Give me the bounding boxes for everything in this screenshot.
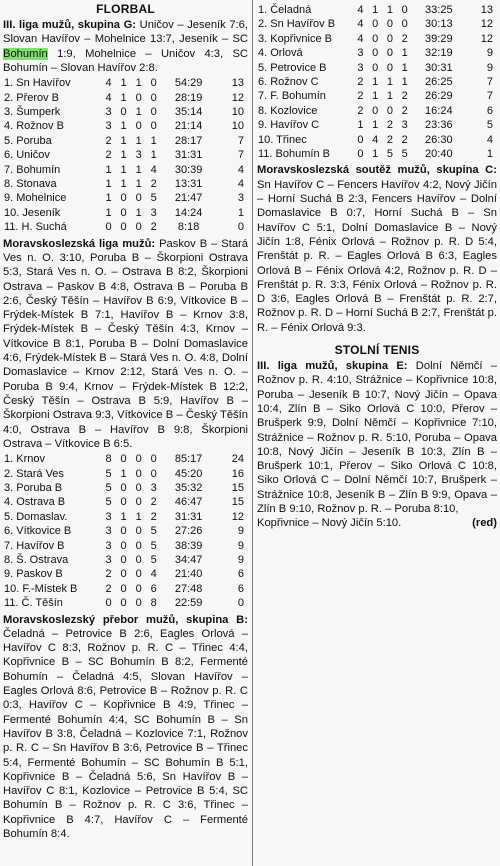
ot-wins: 0 [120, 568, 127, 581]
ot-wins: 1 [120, 149, 127, 162]
wins: 5 [105, 481, 112, 494]
table-row [3, 510, 248, 524]
wins: 3 [105, 525, 112, 538]
score: 38:39 [174, 539, 203, 552]
table-row [257, 75, 497, 89]
table-row [257, 46, 497, 60]
team-name: 11. Č. Těšín [4, 597, 63, 610]
table-row [3, 134, 248, 148]
wins: 2 [357, 90, 364, 103]
losses: 4 [150, 568, 157, 581]
ot-losses: 0 [386, 61, 393, 74]
losses: 5 [150, 525, 157, 538]
losses: 1 [401, 47, 408, 60]
ot-losses: 0 [386, 47, 393, 60]
score: 35:32 [174, 481, 203, 494]
losses: 2 [150, 221, 157, 234]
wins: 3 [105, 120, 112, 133]
team-name: 5. Poruba [4, 134, 52, 147]
losses: 1 [150, 134, 157, 147]
score: 30:31 [425, 61, 453, 74]
points: 12 [480, 32, 493, 45]
ot-losses: 0 [135, 453, 142, 466]
ot-losses: 1 [135, 206, 142, 219]
team-name: 11. Bohumín B [258, 148, 330, 161]
points: 24 [231, 453, 244, 466]
team-name: 6. Uničov [4, 149, 50, 162]
ot-wins: 1 [372, 90, 379, 103]
wins: 1 [105, 192, 112, 205]
team-name: 5. Domaslav. [4, 510, 68, 523]
liga3-results [3, 18, 248, 75]
wins: 2 [105, 149, 112, 162]
ot-losses: 0 [386, 104, 393, 117]
points: 16 [231, 467, 244, 480]
table-row [257, 89, 497, 103]
table-row [3, 148, 248, 162]
wins: 1 [357, 119, 364, 132]
points: 7 [237, 149, 244, 162]
score: 13:31 [174, 178, 203, 191]
wins: 4 [357, 18, 364, 31]
table-row [3, 481, 248, 495]
team-name: 8. Š. Ostrava [4, 553, 69, 566]
score: 32:19 [425, 47, 453, 60]
losses: 0 [401, 18, 408, 31]
points: 15 [231, 496, 244, 509]
wins: 3 [105, 106, 112, 118]
team-name: 3. Poruba B [4, 481, 63, 494]
score: 28:19 [174, 91, 203, 104]
points: 6 [237, 582, 244, 595]
losses: 2 [401, 32, 408, 45]
ot-losses: 1 [135, 134, 142, 147]
table-row [3, 191, 248, 205]
ot-wins: 0 [120, 525, 127, 538]
points: 6 [486, 104, 493, 117]
points: 0 [237, 597, 244, 610]
points: 10 [231, 106, 244, 118]
right-column [257, 2, 497, 531]
score: 23:36 [425, 119, 453, 132]
wins: 0 [105, 597, 112, 610]
table-row [3, 119, 248, 133]
msp-standings-table [257, 3, 497, 161]
msp-heading: Moravskoslezský přebor mužů, skupina B: [3, 613, 248, 626]
florbal-title: FLORBAL [96, 2, 155, 16]
points: 10 [231, 120, 244, 133]
score: 21:14 [174, 120, 203, 133]
mss-heading: Moravskoslezská soutěž mužů, skupina C: [257, 164, 497, 177]
losses: 0 [150, 106, 157, 118]
points: 13 [480, 4, 493, 16]
table-row [257, 61, 497, 75]
ot-wins: 0 [120, 192, 127, 205]
wins: 3 [357, 61, 364, 74]
ot-wins: 1 [120, 178, 127, 191]
wins: 4 [357, 4, 364, 16]
ot-losses: 1 [135, 77, 142, 90]
score: 22:59 [174, 597, 203, 610]
stolni-tenis-title: STOLNÍ TENIS [334, 343, 420, 358]
team-name: 3. Šumperk [4, 106, 61, 118]
team-name: 2. Stará Ves [4, 467, 64, 480]
table-row [3, 495, 248, 509]
ot-wins: 1 [120, 163, 127, 176]
ot-wins: 0 [372, 18, 379, 31]
ot-losses: 3 [135, 149, 142, 162]
tenis-heading: III. liga mužů, skupina E: [257, 360, 408, 373]
team-name: 10. Jeseník [4, 206, 61, 219]
tenis-results [257, 359, 497, 516]
losses: 3 [401, 119, 408, 132]
wins: 3 [357, 47, 364, 60]
ot-wins: 1 [120, 134, 127, 147]
ot-wins: 1 [372, 119, 379, 132]
ot-wins: 1 [120, 91, 127, 104]
team-name: 6. Rožnov C [258, 76, 319, 89]
table-row [3, 105, 248, 119]
wins: 0 [357, 148, 364, 161]
table-row [3, 467, 248, 481]
points: 12 [480, 18, 493, 31]
ot-wins: 0 [120, 582, 127, 595]
ot-losses: 0 [135, 539, 142, 552]
ot-wins: 1 [372, 76, 379, 89]
score: 39:29 [425, 32, 453, 45]
losses: 2 [401, 133, 408, 146]
msl-results [3, 237, 248, 451]
table-row [3, 524, 248, 538]
losses: 0 [150, 77, 157, 90]
team-name: 8. Stonava [4, 178, 57, 191]
points: 0 [237, 221, 244, 234]
ot-wins: 0 [372, 61, 379, 74]
liga3-standings-table [3, 76, 248, 234]
ot-losses: 0 [135, 481, 142, 494]
points: 1 [486, 148, 493, 161]
table-row [257, 32, 497, 46]
ot-losses: 0 [135, 525, 142, 538]
ot-losses: 1 [386, 90, 393, 103]
losses: 3 [150, 206, 157, 219]
team-name: 10. Třinec [258, 133, 307, 146]
points: 4 [486, 133, 493, 146]
score: 30:39 [174, 163, 203, 176]
table-row [257, 104, 497, 118]
score: 21:47 [174, 192, 203, 205]
ot-wins: 0 [120, 597, 127, 610]
points: 7 [486, 90, 493, 103]
wins: 3 [105, 553, 112, 566]
ot-wins: 0 [120, 106, 127, 118]
wins: 2 [357, 76, 364, 89]
points: 3 [237, 192, 244, 205]
losses: 8 [150, 597, 157, 610]
table-row [257, 147, 497, 161]
points: 4 [237, 163, 244, 176]
wins: 2 [105, 582, 112, 595]
mss-text: Sn Havířov C – Fencers Havířov 4:2, Nový Jičín – Horní Suchá B 2:3, Fencers Havířov – Dolní Domaslavice B 0:7, Horní Suchá B – Sn Havířov C 5:1, Dolní Domaslavice B – Nový Jičín 1:8, Fénix Orlová – Rožnov p. R. D 5:4, Frenštát p. R. – Eagles Orlová B 6:3, Eagles Orlová B – Fénix Orlová 4:2, Rožnov p. R. D – Frenštát p. R. 3:3, Fénix Orlová – Rožnov p. R. D 3:6, Eagles Orlová B – Frenštát p. R. 2:7, Rožnov p. R. D – Horní Suchá B 2:7, Frenštát p. R. – Fénix Orlová 9:3. [257, 178, 497, 334]
score: 45:20 [174, 467, 203, 480]
ot-wins: 0 [120, 221, 127, 234]
losses: 0 [150, 91, 157, 104]
ot-losses: 0 [386, 18, 393, 31]
ot-losses: 0 [135, 221, 142, 234]
table-row [3, 553, 248, 567]
ot-losses: 1 [135, 510, 142, 523]
wins: 3 [105, 539, 112, 552]
team-name: 7. Bohumín [4, 163, 61, 176]
losses: 5 [150, 553, 157, 566]
msp-results [3, 613, 248, 842]
ot-losses: 0 [135, 192, 142, 205]
ot-losses: 0 [135, 582, 142, 595]
ot-wins: 0 [372, 32, 379, 45]
losses: 5 [150, 539, 157, 552]
score: 30:13 [425, 18, 453, 31]
ot-wins: 0 [120, 496, 127, 509]
ot-losses: 5 [386, 148, 393, 161]
score: 14:24 [174, 206, 203, 219]
table-row [3, 163, 248, 177]
wins: 4 [105, 77, 112, 90]
column-divider [252, 0, 253, 866]
team-name: 10. F.-Místek B [4, 582, 78, 595]
ot-losses: 1 [135, 106, 142, 118]
team-name: 8. Kozlovice [258, 104, 318, 117]
ot-wins: 0 [372, 104, 379, 117]
team-name: 1. Krnov [4, 453, 45, 466]
table-row [257, 3, 497, 17]
table-row [257, 133, 497, 147]
losses: 0 [150, 467, 157, 480]
score: 35:14 [174, 106, 203, 118]
losses: 3 [150, 481, 157, 494]
losses: 2 [150, 178, 157, 191]
score: 85:17 [174, 453, 203, 466]
wins: 5 [105, 467, 112, 480]
table-row [257, 17, 497, 31]
team-name: 9. Paskov B [4, 568, 63, 581]
points: 13 [231, 77, 244, 90]
liga3-text-2: 1:9, Mohelnice – Uničov 4:3, SC Bohumín – Slovan Havířov 2:8. [3, 47, 248, 74]
msl-standings-table [3, 452, 248, 610]
score: 27:48 [174, 582, 203, 595]
ot-wins: 0 [120, 553, 127, 566]
losses: 0 [401, 4, 408, 16]
wins: 2 [105, 134, 112, 147]
losses: 1 [401, 76, 408, 89]
team-name: 2. Přerov B [4, 91, 60, 104]
points: 9 [237, 539, 244, 552]
points: 9 [237, 553, 244, 566]
ot-wins: 1 [120, 467, 127, 480]
ot-losses: 0 [386, 32, 393, 45]
score: 8:18 [177, 221, 200, 234]
team-name: 6. Vítkovice B [4, 525, 72, 538]
msp-text: Čeladná – Petrovice B 2:6, Eagles Orlová – Havířov C 8:3, Rožnov p. R. C – Třinec 4:4, Kopřivnice B – SC Bohumín B 8:2, Fermenté Bohumín – Čeladná 4:5, Slovan Havířov – Eagles Orlová 8:6, Petrovice B – Rožnov p. R. C 0:3, Havířov C – Kopřivnice B 4:9, Třinec – Fermenté Bohumín 4:4, SC Bohumín B – Sn Havířov B 3:8, Čeladná – Kozlovice 7:1, Rožnov p. R. C – Sn Havířov B 3:6, Petrovice B – Třinec 5:4, Fermenté Bohumín – SC Bohumín B 5:1, Kopřivnice B – Čeladná 5:6, Sn Havířov B – Havířov C 8:1, Kozlovice – Petrovice B 5:4, SC Bohumín B – Rožnov p. R. C 3:6, Třinec – Kopřivnice B 4:7, Havířov C – Fermenté Bohumín 8:4. [3, 627, 248, 841]
ot-losses: 0 [135, 91, 142, 104]
ot-losses: 2 [386, 119, 393, 132]
score: 26:30 [425, 133, 453, 146]
mss-results [257, 163, 497, 335]
score: 20:40 [425, 148, 453, 161]
ot-wins: 1 [372, 148, 379, 161]
team-name: 1. Čeladná [258, 4, 312, 16]
table-row [3, 220, 248, 234]
score: 21:40 [174, 568, 203, 581]
losses: 2 [150, 496, 157, 509]
table-row [3, 596, 248, 610]
team-name: 4. Rožnov B [4, 120, 64, 133]
points: 7 [486, 76, 493, 89]
ot-losses: 1 [386, 76, 393, 89]
losses: 6 [150, 582, 157, 595]
editor-credit: (red) [472, 517, 497, 530]
ot-wins: 0 [372, 47, 379, 60]
ot-losses: 2 [386, 133, 393, 146]
losses: 1 [150, 149, 157, 162]
points: 6 [237, 568, 244, 581]
ot-wins: 1 [120, 510, 127, 523]
losses: 2 [150, 510, 157, 523]
losses: 5 [150, 192, 157, 205]
left-column [3, 2, 248, 841]
score: 16:24 [425, 104, 453, 117]
ot-losses: 0 [135, 496, 142, 509]
score: 26:29 [425, 90, 453, 103]
team-name: 7. Havířov B [4, 539, 65, 552]
wins: 1 [105, 178, 112, 191]
table-row [3, 567, 248, 581]
points: 7 [237, 134, 244, 147]
msl-heading: Moravskoslezská liga mužů: [3, 237, 156, 250]
score: 31:31 [174, 149, 203, 162]
table-row [3, 582, 248, 596]
team-name: 5. Petrovice B [258, 61, 327, 74]
ot-losses: 0 [135, 553, 142, 566]
ot-wins: 0 [120, 206, 127, 219]
points: 4 [237, 178, 244, 191]
table-row [3, 76, 248, 90]
ot-wins: 0 [120, 481, 127, 494]
table-row [257, 118, 497, 132]
liga3-heading: III. liga mužů, skupina G: [3, 19, 137, 31]
ot-losses: 0 [135, 568, 142, 581]
points: 15 [231, 481, 244, 494]
points: 9 [486, 47, 493, 60]
msl-text: Paskov B – Stará Ves n. O. 3:10, Poruba B – Škorpioni Ostrava 5:3, Stará Ves n. O. – Ostrava B 8:2, Škorpioni Ostrava – Paskov B 4:8, Ostrava B – Poruba B 2:6, Český Těšín – Havířov B 6:9, Vítkovice B – Frýdek-Místek B 7:1, Havířov B – Krnov 3:8, Frýdek-Místek B – Český Těšín 4:3, Krnov – Vítkovice B 8:1, Poruba B – Dolní Domaslavice 4:6, Frýdek-Místek B – Stará Ves n. O. 4:8, Dolní Domaslavice – Krnov 2:12, Stará Ves n. O. – Poruba B 9:4, Krnov – Frýdek-Místek B 12:2, Český Těšín – Ostrava B 5:9, Havířov B – Škorpioni Ostrava 9:3, Vítkovice B – Český Těšín 4:0, Ostrava B – Havířov B 9:8, Škorpioni Ostrava – Vítkovice B 6:5. [3, 237, 248, 450]
score: 26:25 [425, 76, 453, 89]
team-name: 11. H. Suchá [4, 221, 67, 234]
ot-wins: 1 [120, 120, 127, 133]
team-name: 7. F. Bohumín [258, 90, 326, 103]
team-name: 1. Sn Havířov [4, 77, 71, 90]
wins: 4 [357, 32, 364, 45]
table-row [3, 206, 248, 220]
score: 33:25 [425, 4, 453, 16]
score: 34:47 [174, 553, 203, 566]
losses: 2 [401, 104, 408, 117]
ot-wins: 4 [372, 133, 379, 146]
team-name: 9. Mohelnice [4, 192, 67, 205]
highlighted-word: Bohumín [3, 47, 48, 60]
ot-losses: 1 [135, 163, 142, 176]
ot-wins: 0 [120, 453, 127, 466]
points: 12 [231, 510, 244, 523]
score: 27:26 [174, 525, 203, 538]
team-name: 2. Sn Havířov B [258, 18, 336, 31]
points: 9 [486, 61, 493, 74]
team-name: 4. Ostrava B [4, 496, 66, 509]
losses: 0 [150, 120, 157, 133]
points: 5 [486, 119, 493, 132]
losses: 2 [401, 90, 408, 103]
wins: 8 [105, 453, 112, 466]
losses: 5 [401, 148, 408, 161]
points: 12 [231, 91, 244, 104]
wins: 0 [357, 133, 364, 146]
table-row [3, 177, 248, 191]
score: 46:47 [174, 496, 203, 509]
points: 1 [237, 206, 244, 219]
wins: 1 [105, 163, 112, 176]
team-name: 4. Orlová [258, 47, 303, 60]
ot-wins: 1 [372, 4, 379, 16]
score: 31:31 [174, 510, 203, 523]
losses: 1 [401, 61, 408, 74]
ot-losses: 0 [135, 597, 142, 610]
table-row [3, 452, 248, 466]
team-name: 9. Havířov C [258, 119, 320, 132]
team-name: 3. Kopřivnice B [258, 32, 332, 45]
losses: 0 [150, 453, 157, 466]
points: 9 [237, 525, 244, 538]
ot-wins: 0 [120, 539, 127, 552]
score: 28:17 [174, 134, 203, 147]
wins: 0 [105, 221, 112, 234]
wins: 2 [357, 104, 364, 117]
ot-losses: 1 [386, 4, 393, 16]
ot-losses: 0 [135, 467, 142, 480]
table-row [3, 539, 248, 553]
ot-losses: 0 [135, 120, 142, 133]
ot-losses: 1 [135, 178, 142, 191]
ot-wins: 1 [120, 77, 127, 90]
wins: 5 [105, 496, 112, 509]
score: 54:29 [174, 77, 203, 90]
wins: 4 [105, 91, 112, 104]
tenis-last-line [257, 516, 497, 530]
table-row [3, 91, 248, 105]
tenis-last-result: Kopřivnice – Nový Jičín 5:10. [257, 517, 402, 530]
wins: 2 [105, 568, 112, 581]
wins: 3 [105, 510, 112, 523]
losses: 4 [150, 163, 157, 176]
wins: 1 [105, 206, 112, 219]
tenis-text: Dolní Němčí – Rožnov p. R. 4:10, Strážnice – Kopřivnice 10:8, Poruba – Jeseník B 10:7, Nový Jičín – Opava 10:4, Zlín B – Siko Orlová C 10:0, Přerov – Brušperk 9:9, Dolní Němčí – Kopřivnice 7:10, Strážnice – Rožnov p. R. 5:10, Poruba – Opava 10:8, Nový Jičín – Jeseník B 10:3, Zlín B – Brušperk 10:1, Přerov – Siko Orlová C 10:8, Siko Orlová C – Dolní Němčí 10:7, Brušperk – Strážnice 10:8, Jeseník B – Zlín B 9:9, Opava – Zlín B 9:10, Rožnov p. R. – Poruba 8:10, [257, 360, 497, 515]
liga3-text-1: Uničov – Jeseník 7:6, Slovan Havířov – Mohelnice 13:7, Jeseník – SC [3, 19, 248, 46]
